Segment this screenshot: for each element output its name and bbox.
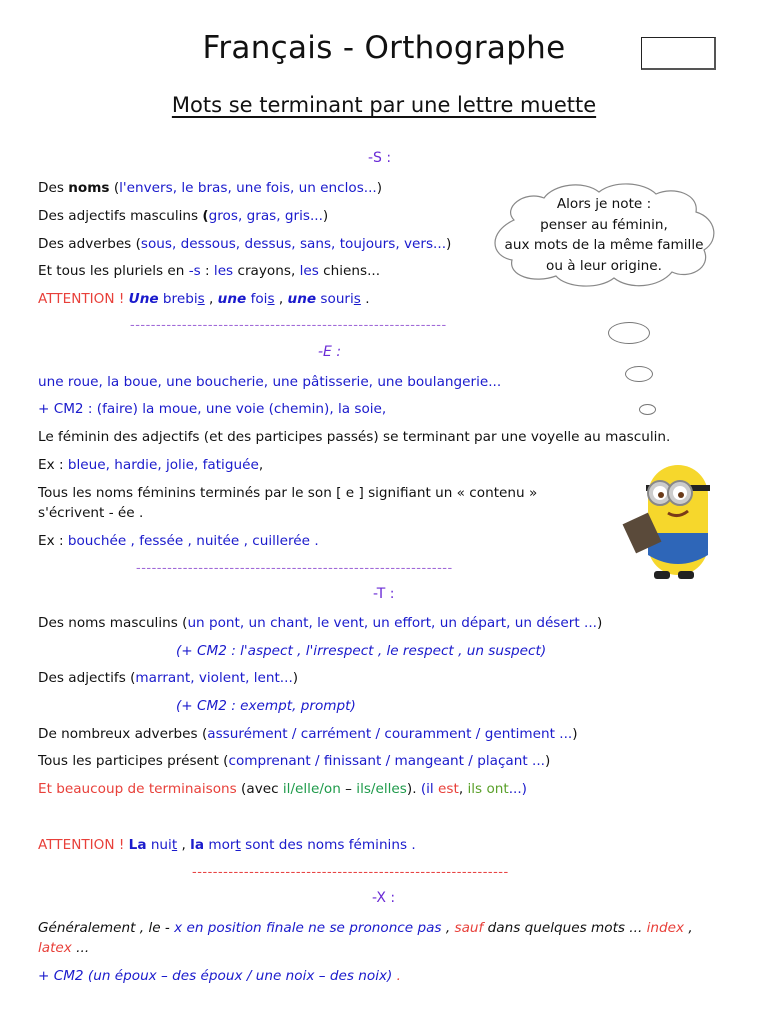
line-x-cm2: + CM2 (un époux – des époux / une noix – des noix) . (38, 968, 401, 984)
thought-dot-small (639, 404, 656, 415)
separator-2: ------------------------------------------------------------- (136, 561, 453, 576)
page-title: Français - Orthographe (202, 30, 566, 66)
page-subtitle: Mots se terminant par une lettre muette (171, 93, 597, 117)
separator-3: ------------------------------------------------------------- (192, 865, 509, 880)
thought-dot-medium (625, 366, 653, 382)
line-t-terminations: Et beaucoup de terminaisons (avec il/elle/on – ils/elles). (il est, ils ont...) (38, 781, 527, 797)
line-t-adjectives: Des adjectifs (marrant, violent, lent...) (38, 670, 299, 686)
line-x-rule: Généralement , le - x en position finale ne se prononce pas , sauf dans quelques mots ... index , (38, 920, 693, 936)
thought-bubble-text: Alors je note : penser au féminin, aux mots de la même famille ou à leur origine. (504, 196, 704, 274)
line-t-cm2-nouns: (+ CM2 : l'aspect , l'irrespect , le respect , un suspect) (176, 643, 547, 659)
line-e-feminine-rule: Le féminin des adjectifs (et des participes passés) se terminant par une voyelle au masculin. (38, 429, 671, 445)
line-t-participles: Tous les participes présent (comprenant / finissant / mangeant / plaçant ...) (38, 753, 551, 769)
line-e-feminine-examples: Ex : bleue, hardie, jolie, fatiguée, (38, 457, 264, 473)
score-box (641, 37, 716, 70)
line-x-rule-2: latex ... (38, 940, 90, 956)
line-s-attention: ATTENTION ! Une brebis , une fois , une souris . (38, 291, 370, 307)
line-e-examples: une roue, la boue, une boucherie, une pâtisserie, une boulangerie... (38, 374, 502, 390)
minion-illustration-icon (618, 455, 768, 583)
heading-x: -X : (372, 890, 396, 906)
separator-1: ------------------------------------------------------------- (130, 318, 447, 333)
line-t-cm2-adjectives: (+ CM2 : exempt, prompt) (176, 698, 356, 714)
line-t-nouns: Des noms masculins (un pont, un chant, le vent, un effort, un départ, un désert ...) (38, 615, 603, 631)
thought-dot-large (608, 322, 650, 344)
line-t-adverbs: De nombreux adverbes (assurément / carrément / couramment / gentiment ...) (38, 726, 578, 742)
heading-e: -E : (318, 344, 342, 360)
heading-t: -T : (373, 586, 395, 602)
line-s-adjectives: Des adjectifs masculins (gros, gras, gris...) (38, 208, 329, 224)
line-t-attention: ATTENTION ! La nuit , la mort sont des noms féminins . (38, 837, 416, 853)
line-s-adverbs: Des adverbes (sous, dessous, dessus, sans, toujours, vers...) (38, 236, 452, 252)
heading-s: -S : (368, 150, 392, 166)
line-s-nouns: Des noms (l'envers, le bras, une fois, un enclos...) (38, 180, 383, 196)
line-s-plurals: Et tous les pluriels en -s : les crayons, les chiens... (38, 263, 381, 279)
line-e-contenu-rule-2: s'écrivent - ée . (38, 505, 144, 521)
line-e-contenu-examples: Ex : bouchée , fessée , nuitée , cuillerée . (38, 533, 319, 549)
line-e-cm2: + CM2 : (faire) la moue, une voie (chemin), la soie, (38, 401, 387, 417)
line-e-contenu-rule: Tous les noms féminins terminés par le son [ e ] signifiant un « contenu » (38, 485, 538, 501)
